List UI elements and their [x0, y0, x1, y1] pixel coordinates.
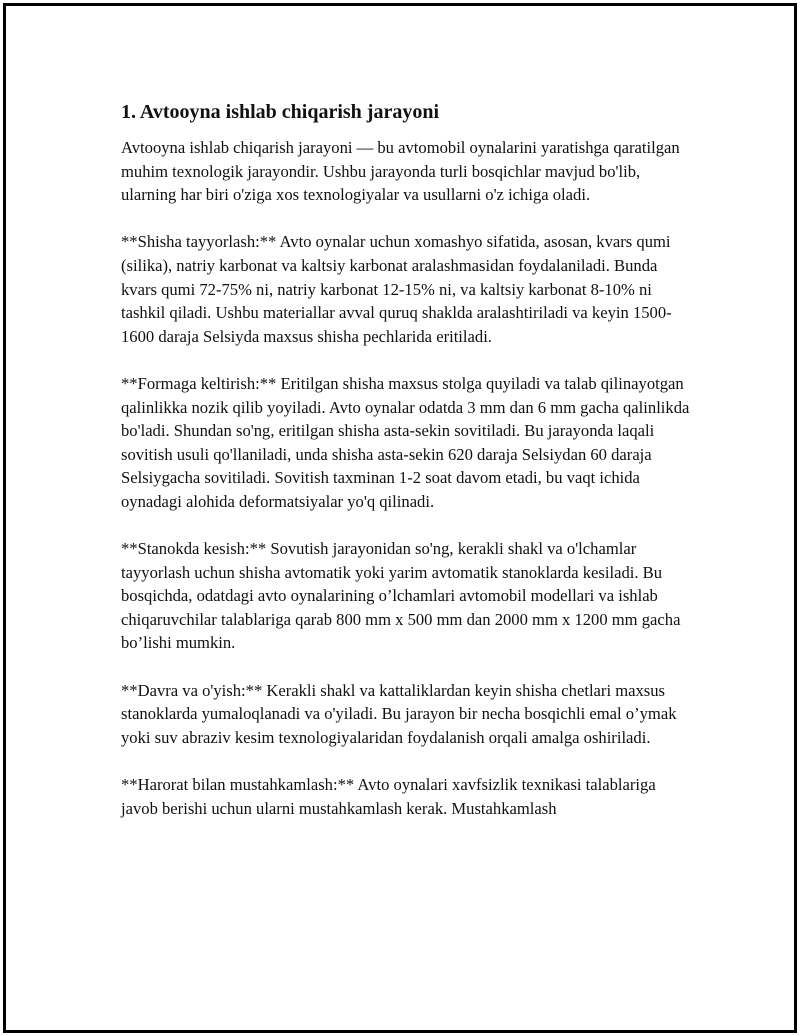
paragraph-machine-cutting: **Stanokda kesish:** Sovutish jarayonidan so'ng, kerakli shakl va o'lchamlar tayyorlash uchun shisha avtomatik yoki yarim avtomatik stanoklarda kesiladi. Bu bosqichda, odatdagi avto oynalarining o’lchamlari avtomobil modellari va ishlab chiqaruvchilar talablariga qarab 800 mm x 500 mm dan 2000 mm x 1200 mm gacha bo’lishi mumkin.	[121, 539, 681, 653]
page-frame	[3, 3, 797, 1033]
paragraph-glass-preparation: **Shisha tayyorlash:** Avto oynalar uchun xomashyo sifatida, asosan, kvars qumi (silika), natriy karbonat va kaltsiy karbonat aralashmasidan foydalaniladi. Bunda kvars qumi 72-75% ni, natriy karbonat 12-15% ni, va kaltsiy karbonat 8-10% ni tashkil qiladi. Ushbu materiallar avval quruq shaklda aralashtiriladi va keyin 1500-1600 daraja Selsiyda maxsus shisha pechlarida eritiladi.	[121, 232, 672, 346]
section-heading: 1. Avtooyna ishlab chiqarish jarayoni	[121, 101, 440, 123]
paragraph-tempering: **Harorat bilan mustahkamlash:** Avto oynalari xavfsizlik texnikasi talablariga javob berishi uchun ularni mustahkamlash kerak. Mustahkamlash	[121, 775, 656, 818]
paragraph-edging-grinding: **Davra va o'yish:** Kerakli shakl va kattaliklardan keyin shisha chetlari maxsus stanoklarda yumaloqlanadi va o'yiladi. Bu jarayon bir necha bosqichli emal o’ymak yoki suv abraziv kesim texnologiyalaridan foydalanish orqali amalga oshiriladi.	[121, 680, 677, 747]
document-body	[121, 98, 696, 844]
intro-paragraph: Avtooyna ishlab chiqarish jarayoni — bu avtomobil oynalarini yaratishga qaratilgan muhim texnologik jarayondir. Ushbu jarayonda turli bosqichlar mavjud bo'lib, ularning har biri o'ziga xos texnologiyalar va usullarni o'z ichiga oladi.	[121, 138, 680, 205]
paragraph-forming: **Formaga keltirish:** Eritilgan shisha maxsus stolga quyiladi va talab qilinayotgan qalinlikka nozik qilib yoyiladi. Avto oynalar odatda 3 mm dan 6 mm gacha qalinlikda bo'ladi. Shundan so'ng, eritilgan shisha asta-sekin sovitiladi. Bu jarayonda laqali sovitish usuli qo'llaniladi, unda shisha asta-sekin 620 daraja Selsiydan 60 daraja Selsiygacha sovitiladi. Sovitish taxminan 1-2 soat davom etadi, bu vaqt ichida oynadagi alohida deformatsiyalar yo'q qilinadi.	[121, 373, 690, 511]
